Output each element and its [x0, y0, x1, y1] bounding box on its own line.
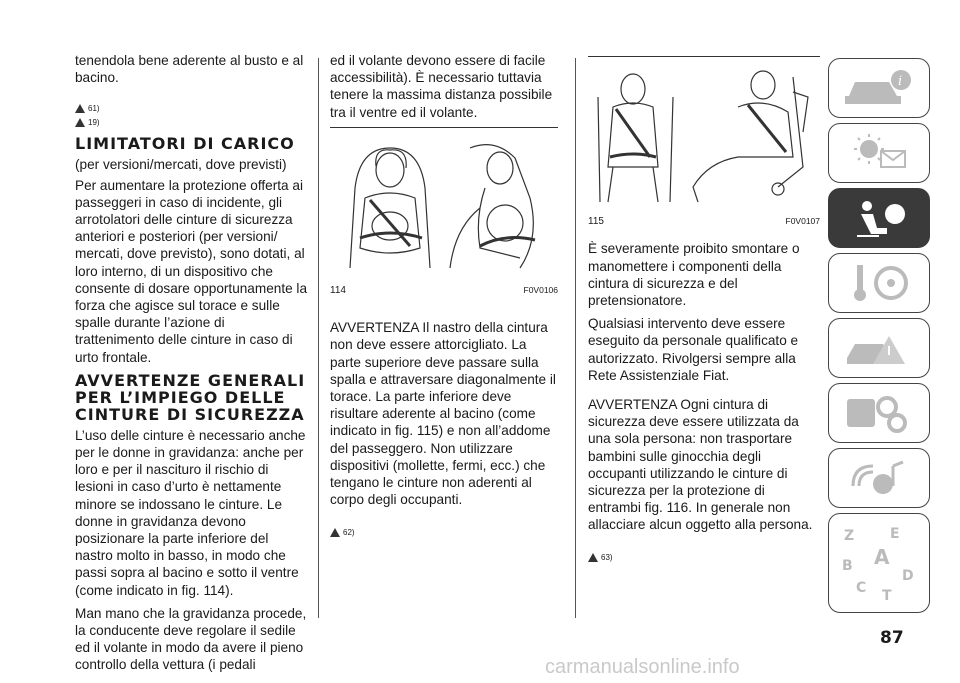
index-letter: T: [882, 588, 892, 604]
index-letter: Z: [844, 528, 855, 544]
column-right: [588, 52, 820, 566]
figure-caption: [330, 280, 558, 301]
tab-car-info[interactable]: [828, 58, 930, 118]
paragraph-pregnancy-continued: Man mano che la gravidanza procede, la conducente deve regolare il sedile ed il volante in modo da avere il pieno controllo della vettura (i pedali: [75, 605, 307, 673]
figure-number: 115: [588, 216, 604, 228]
tab-multimedia[interactable]: [828, 448, 930, 508]
car-accident-icon: [839, 326, 919, 370]
section-heading-load-limiters: LIMITATORI DI CARICO: [75, 134, 295, 154]
column-divider: [575, 58, 576, 618]
seatbelt-positioning-illustration: [588, 57, 820, 207]
paragraph-load-limiters: Per aumentare la protezione offerta ai passeggeri in caso di incidente, gli arrotolatori delle cinture di sicurezza anteriori e posteriori (per versioni/ mercati, dove previsto), sono dotati, al loro interno, di un dispositivo che consente di dosare opportunamente la forza che agisce sul torace e sulle spalle durante l’azione di trattenimento delle cinture in caso di urto frontale.: [75, 177, 308, 365]
index-letter: C: [856, 580, 867, 596]
index-letter: A: [874, 545, 890, 569]
paragraph-pregnancy: L’uso delle cinture è necessario anche per le donne in gravidanza: anche per loro e per il nascituro il rischio di lesioni in caso d’urto è nettamente minore se indossano le cinture. Le donne in gravidanza devono posizionare la parte inferiore del nastro molto in basso, in modo che passi sopra al bacino e sotto il ventre (come indicato in fig. 114).: [75, 427, 306, 598]
seat-airbag-icon: [839, 196, 919, 240]
paragraph-no-tampering: È severamente proibito smontare o manomettere i componenti della cintura di sicurezza e del pretensionatore.: [588, 241, 800, 309]
steering-wheel-key-icon: [839, 261, 919, 305]
gears-maintenance-icon: [839, 391, 919, 435]
column-divider: [318, 58, 319, 618]
tab-index[interactable]: [828, 513, 930, 613]
car-info-icon: [839, 66, 919, 110]
figure-caption: [588, 211, 820, 232]
column-left: [75, 52, 307, 680]
page-number: 87: [880, 628, 904, 648]
figure-115: [588, 56, 820, 232]
figure-code: F0V0106: [523, 285, 558, 296]
index-letter: E: [890, 526, 900, 542]
intro-text: tenendola bene aderente al busto e al bacino.: [75, 53, 304, 86]
index-letter: B: [842, 558, 853, 574]
warning-ref-19[interactable]: 19): [75, 116, 307, 128]
tab-steering-key[interactable]: [828, 253, 930, 313]
paragraph-qualified-personnel: Qualsiasi intervento deve essere eseguito da personale qualificato e autorizzato. Rivolgersi sempre alla Rete Assistenziale Fiat.: [588, 316, 799, 383]
index-letters-icon: [834, 518, 924, 608]
tab-warning-lights[interactable]: [828, 123, 930, 183]
svg-text:i: i: [898, 74, 903, 89]
figure-number: 114: [330, 285, 346, 297]
warning-ref-63[interactable]: 63): [588, 552, 820, 564]
warning-ref-62[interactable]: 62): [330, 526, 558, 538]
warning-triangle-icon: [75, 104, 85, 113]
warning-lights-icon: [839, 131, 919, 175]
column-middle: [330, 52, 558, 540]
warning-triangle-icon: [330, 528, 340, 537]
figure-code: F0V0107: [785, 216, 820, 227]
section-heading-general-warnings: AVVERTENZE GENERALI PER L’IMPIEGO DELLE CINTURE DI SICUREZZA: [75, 370, 306, 424]
paragraph-belt-warning: AVVERTENZA Il nastro della cintura non deve essere attorcigliato. La parte superiore deve passare sulla spalla e attraversare diagonalmente il torace. La parte inferiore deve risultare aderente al bacino (come indicato in fig. 115) e non all’addome del passeggero. Non utilizzare dispositivi (mollette, fermi, ecc.) che tengano le cinture non aderenti al corpo degli occupanti.: [330, 320, 556, 508]
warning-triangle-icon: [75, 118, 85, 127]
multimedia-icon: [839, 456, 919, 500]
tab-maintenance[interactable]: [828, 383, 930, 443]
warning-ref-61[interactable]: 61): [75, 102, 307, 114]
index-letter: D: [902, 568, 914, 584]
paragraph-steering-distance: ed il volante devono essere di facile accessibilità). È necessario tuttavia tenere la massima distanza possibile tra il ventre ed il volante.: [330, 53, 553, 120]
tab-seat-airbag[interactable]: [828, 188, 930, 248]
warning-triangle-icon: [588, 553, 598, 562]
paragraph-one-person-warning: AVVERTENZA Ogni cintura di sicurezza deve essere utilizzata da una sola persona: non trasportare bambini sulle ginocchia degli occupanti utilizzando le cinture di sicurezza per la protezione di entrambi fig. 116. In generale non allacciare alcun oggetto alla persona.: [588, 397, 813, 533]
pregnant-seatbelt-illustration: [330, 128, 558, 276]
tab-emergency[interactable]: [828, 318, 930, 378]
watermark-text: carmanualsonline.info: [545, 656, 740, 678]
figure-114: [330, 127, 558, 301]
subheading-versions: (per versioni/mercati, dove previsti): [75, 157, 287, 173]
